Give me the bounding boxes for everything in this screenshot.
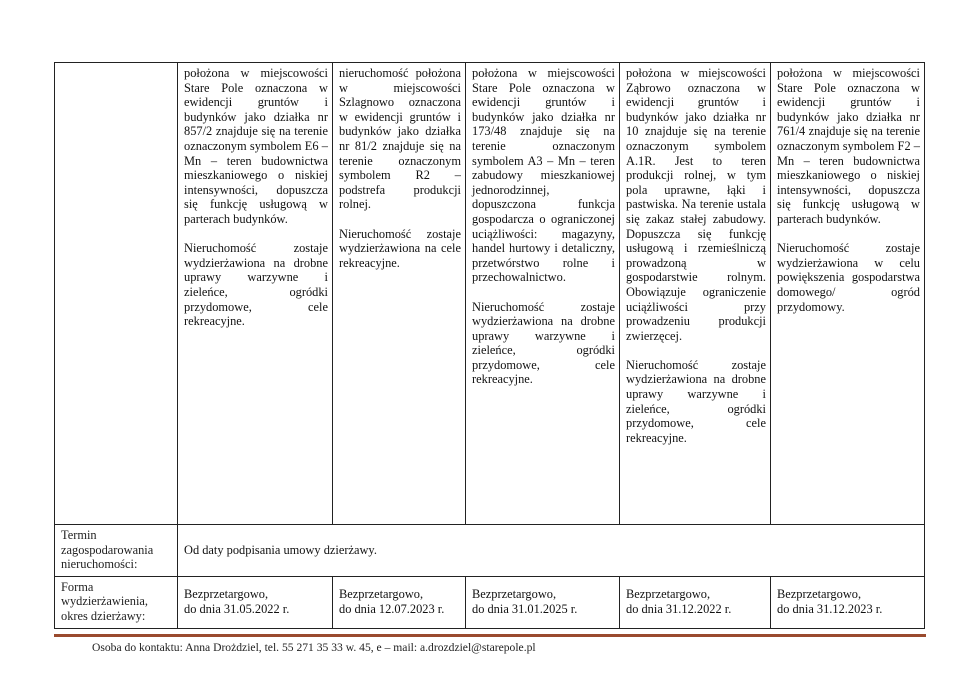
footer-divider (54, 634, 926, 637)
forma-type: Bezprzetargowo, (472, 587, 557, 602)
plot-description-cell (466, 63, 620, 525)
plot-description: położona w miejscowości Stare Pole oznaczona w ewidencji gruntów i budynków jako działka nr 173/48 znajduje się na terenie oznaczonym symbolem A3 – Mn – teren zabudowy mieszkaniowej jednorodzinnej, dopuszczona funkcja gospodarcza o ograniczonej uciążliwości: magazyny, handel hurtowy i detaliczny, przetwórstwo rolne i przechowalnictwo. (472, 66, 615, 285)
lease-purpose: Nieruchomość zostaje wydzierżawiona na drobne uprawy warzywne i zieleńce, ogródki przydomowe, cele rekreacyjne. (184, 241, 328, 329)
forma-cell (466, 576, 620, 628)
lease-purpose: Nieruchomość zostaje wydzierżawiona na cele rekreacyjne. (339, 226, 461, 270)
lease-purpose: Nieruchomość zostaje wydzierżawiona na drobne uprawy warzywne i zieleńce, ogródki przydomowe, cele rekreacyjne. (472, 299, 615, 387)
forma-cell (333, 576, 466, 628)
termin-value: Od daty podpisania umowy dzierżawy. (178, 525, 925, 577)
termin-row (55, 525, 925, 577)
plot-description-cell (333, 63, 466, 525)
forma-date: do dnia 12.07.2023 r. (339, 601, 445, 616)
footer-contact: Osoba do kontaktu: Anna Drożdziel, tel. 55 271 35 33 w. 45, e – mail: a.drozdziel@starepole.pl (92, 641, 536, 654)
lease-purpose: Nieruchomość zostaje wydzierżawiona w celu powiększenia gospodarstwa domowego/ ogród przydomowy. (777, 241, 920, 314)
forma-row (55, 576, 925, 628)
description-row (55, 63, 925, 525)
forma-type: Bezprzetargowo, (777, 587, 862, 602)
forma-type: Bezprzetargowo, (339, 587, 424, 602)
forma-type: Bezprzetargowo, (626, 587, 711, 602)
forma-date: do dnia 31.05.2022 r. (184, 601, 290, 616)
forma-date: do dnia 31.12.2023 r. (777, 601, 883, 616)
forma-cell (178, 576, 333, 628)
forma-cell (771, 576, 925, 628)
forma-label: Forma wydzierżawienia, okres dzierżawy: (55, 576, 178, 628)
termin-label: Termin zagospodarowania nieruchomości: (55, 525, 178, 577)
lease-table (54, 62, 925, 629)
plot-description: położona w miejscowości Stare Pole oznaczona w ewidencji gruntów i budynków jako działka nr 857/2 znajduje się na terenie oznaczonym symbolem E6 – Mn – teren budownictwa mieszkaniowego o niskiej intensywności, dopuszcza się funkcję usługową w parterach budynków. (184, 66, 328, 226)
plot-description: nieruchomość położona w miejscowości Szlagnowo oznaczona w ewidencji gruntów i budynków jako działka nr 81/2 znajduje się na terenie oznaczonym symbolem R2 – podstrefa produkcji rolnej. (339, 66, 461, 212)
lease-purpose: Nieruchomość zostaje wydzierżawiona na drobne uprawy warzywne i zieleńce, ogródki przydomowe, cele rekreacyjne. (626, 357, 766, 445)
plot-description: położona w miejscowości Stare Pole oznaczona w ewidencji gruntów i budynków jako działka nr 761/4 znajduje się na terenie oznaczonym symbolem F2 – Mn – teren budownictwa mieszkaniowego o niskiej intensywności, dopuszcza się funkcję usługową w parterach budynków. (777, 66, 920, 226)
forma-cell (620, 576, 771, 628)
plot-description-cell (771, 63, 925, 525)
plot-description: położona w miejscowości Ząbrowo oznaczona w ewidencji gruntów i budynków jako działka nr 10 znajduje się na terenie oznaczonym symbolem A.1R. Jest to teren produkcji rolnej, w tym pola uprawne, łąki i pastwiska. Na terenie ustala się zakaz stałej zabudowy. Dopuszcza się funkcję usługową i rzemieślniczą prowadzoną w gospodarstwie rolnym. Obowiązuje ograniczenie uciążliwości przy prowadzeniu produkcji zwierzęcej. (626, 66, 766, 343)
forma-type: Bezprzetargowo, (184, 587, 269, 602)
forma-date: do dnia 31.01.2025 r. (472, 601, 578, 616)
forma-date: do dnia 31.12.2022 r. (626, 601, 732, 616)
empty-label-cell (55, 63, 178, 525)
plot-description-cell (620, 63, 771, 525)
plot-description-cell (178, 63, 333, 525)
